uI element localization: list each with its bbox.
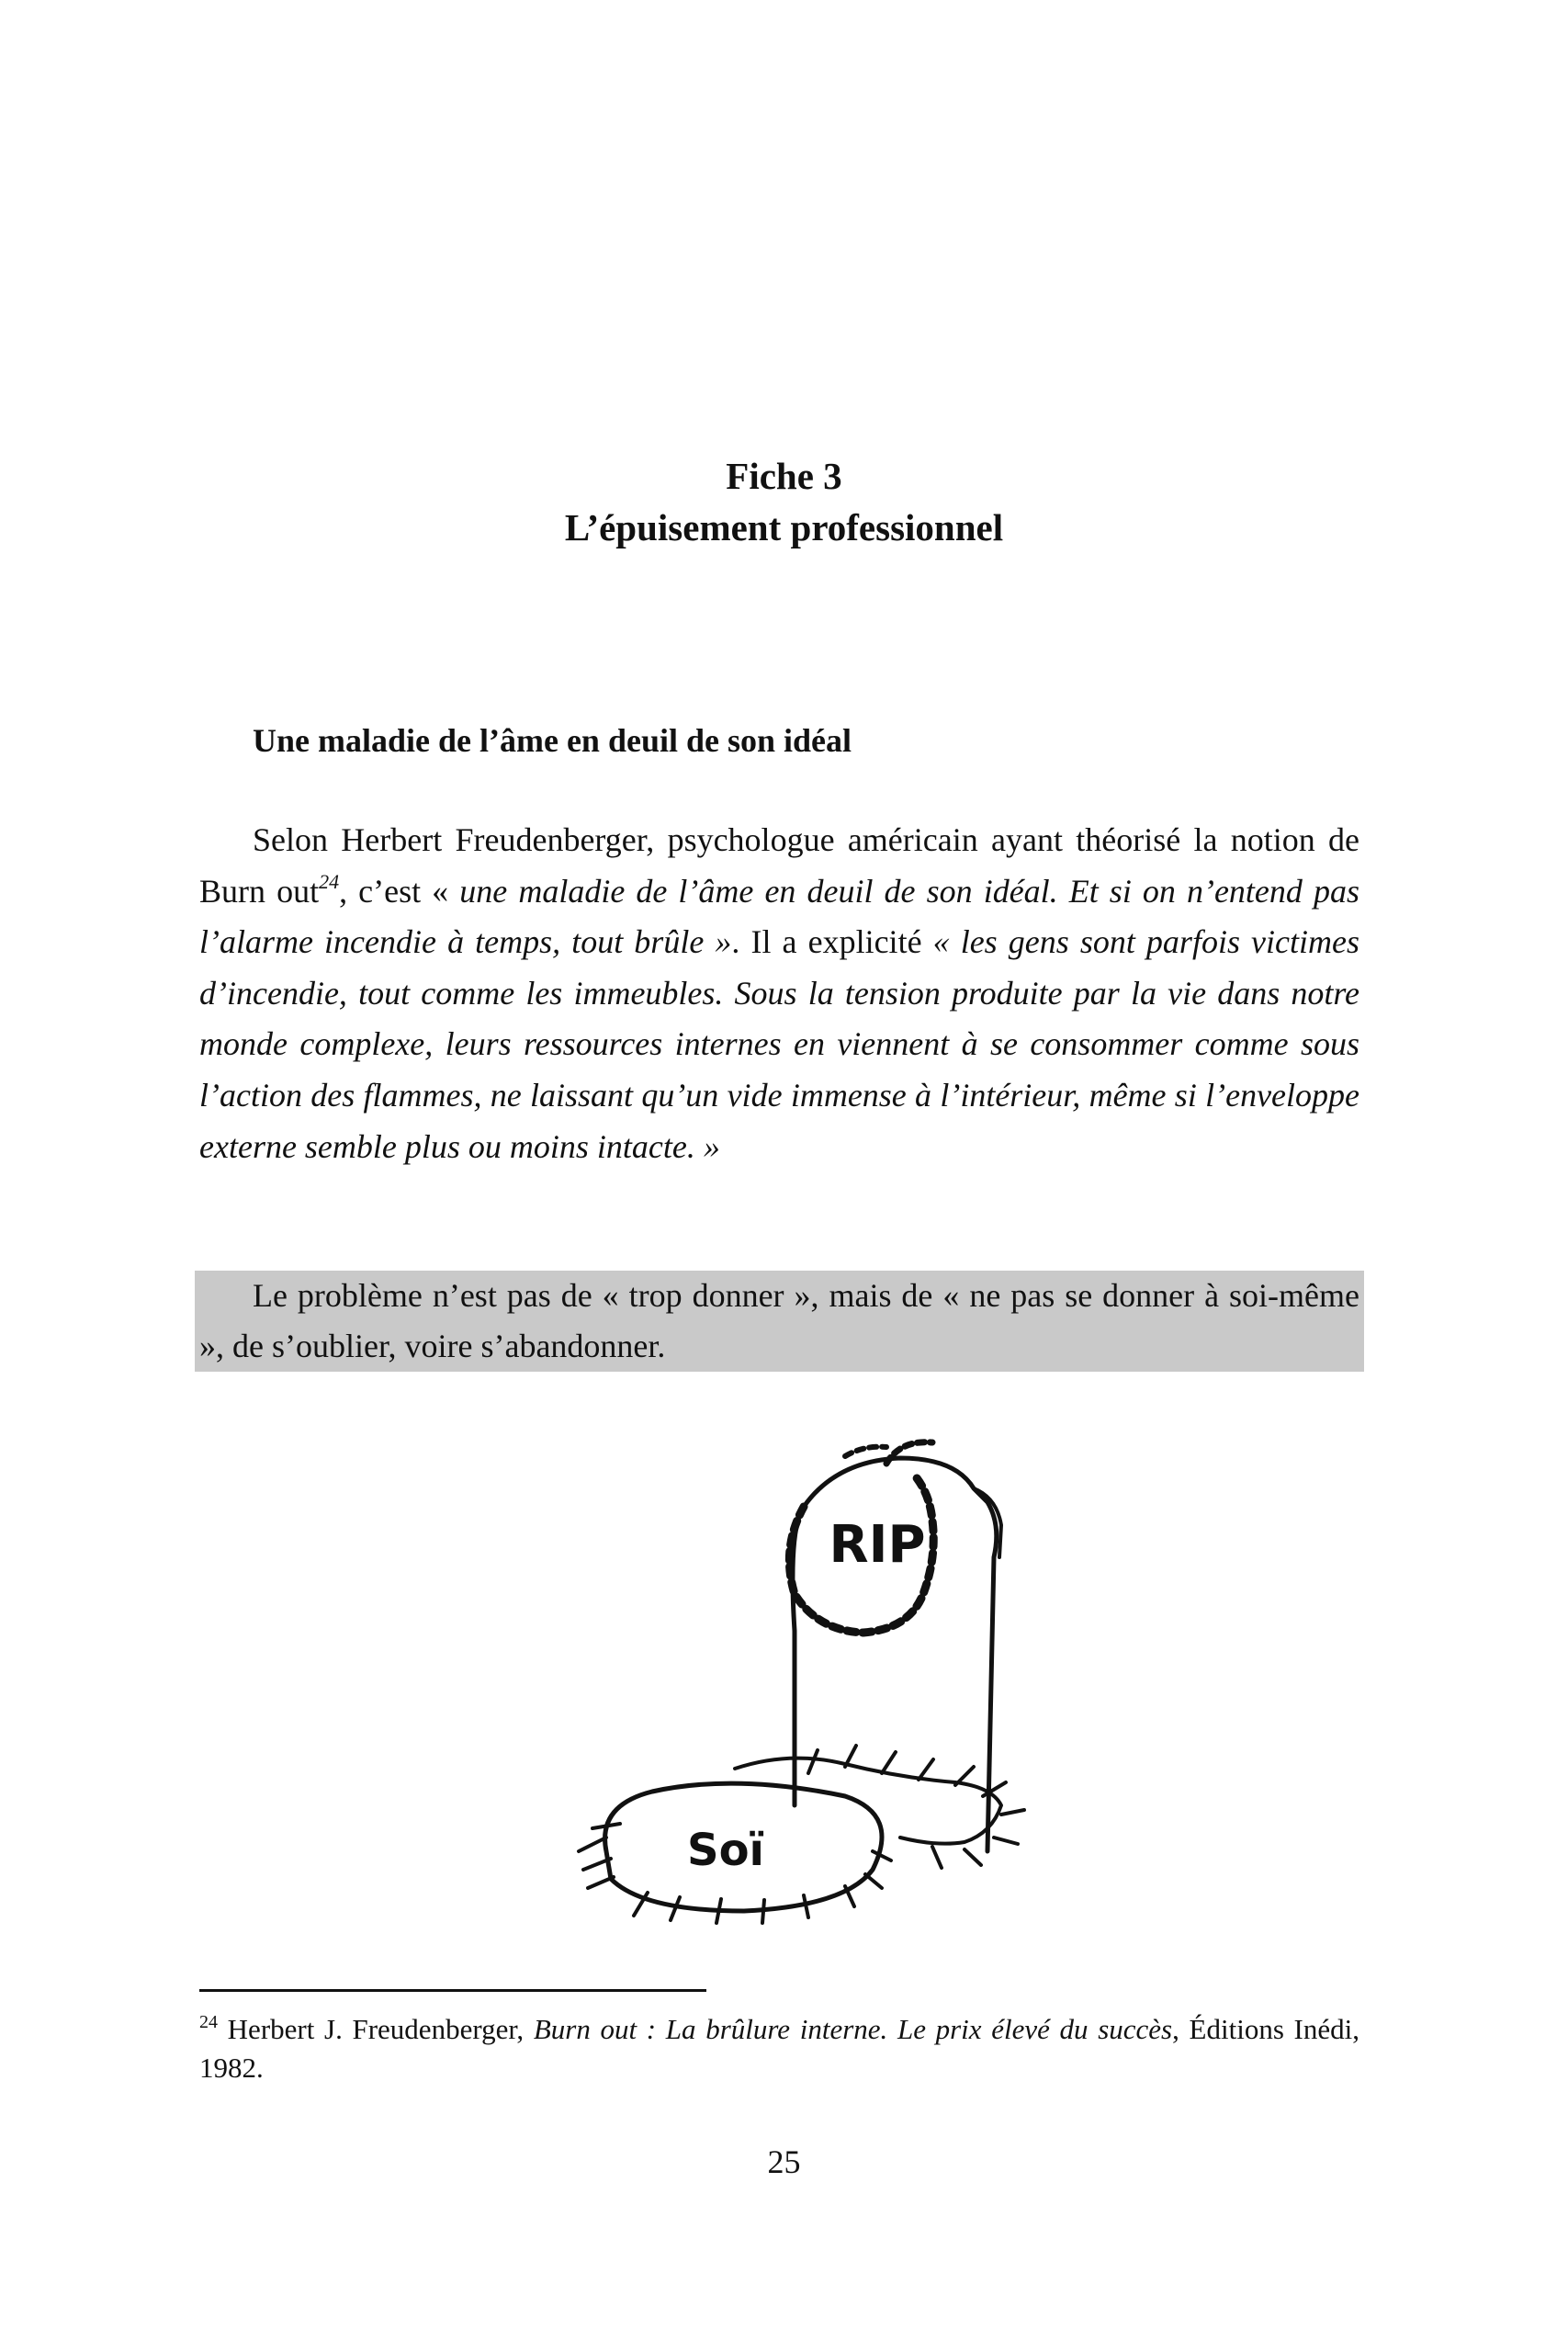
footnote-book-title: Burn out : La brûlure interne. Le prix élevé du succès <box>533 2013 1173 2045</box>
paragraph-intro: Selon Herbert Freudenberger, psychologue américain ayant théorisé la notion de Burn out <box>199 821 1359 910</box>
fiche-number: Fiche 3 <box>726 455 842 497</box>
quote-first: une maladie de l’âme en deuil de son idéal. Et si on n’entend pas l’alarme incendie à temps, tout brûle » <box>199 872 1359 961</box>
quote-second: « les gens sont parfois victimes d’incendie, tout comme les immeubles. Sous la tension produite par la vie dans notre monde complexe, leurs ressources internes en viennent à se consommer comme sous l’action des flammes, ne laissant qu’un vide immense à l’intérieur, même si l’enveloppe externe semble plus ou moins intacte. » <box>199 923 1359 1165</box>
page-title <box>0 450 1568 553</box>
footnote-reference[interactable]: 24 <box>319 869 340 893</box>
paragraph-connector: , c’est « <box>339 872 460 910</box>
paragraph-middle: . Il a explicité <box>731 923 933 961</box>
footnote-number: 24 <box>199 2012 218 2032</box>
fiche-title: L’épuisement professionnel <box>564 506 1004 548</box>
footnote-publisher: , Éditions Inédi, 1982. <box>199 2013 1359 2084</box>
footnote-separator <box>199 1989 706 1992</box>
section-heading: Une maladie de l’âme en deuil de son idéal <box>253 722 852 759</box>
grave-text: Soï <box>687 1825 764 1876</box>
page-number: 25 <box>767 2143 801 2180</box>
tombstone-illustration <box>570 1419 1029 1952</box>
footnote <box>199 2010 1359 2087</box>
body-paragraph <box>199 815 1359 1172</box>
footnote-author: Herbert J. Freudenberger, <box>218 2013 534 2045</box>
highlight-box <box>195 1271 1364 1372</box>
tombstone-text: RIP <box>829 1515 926 1575</box>
highlight-text: Le problème n’est pas de « trop donner », mais de « ne pas se donner à soi-même », de s’oublier, voire s’abandonner. <box>199 1277 1359 1364</box>
